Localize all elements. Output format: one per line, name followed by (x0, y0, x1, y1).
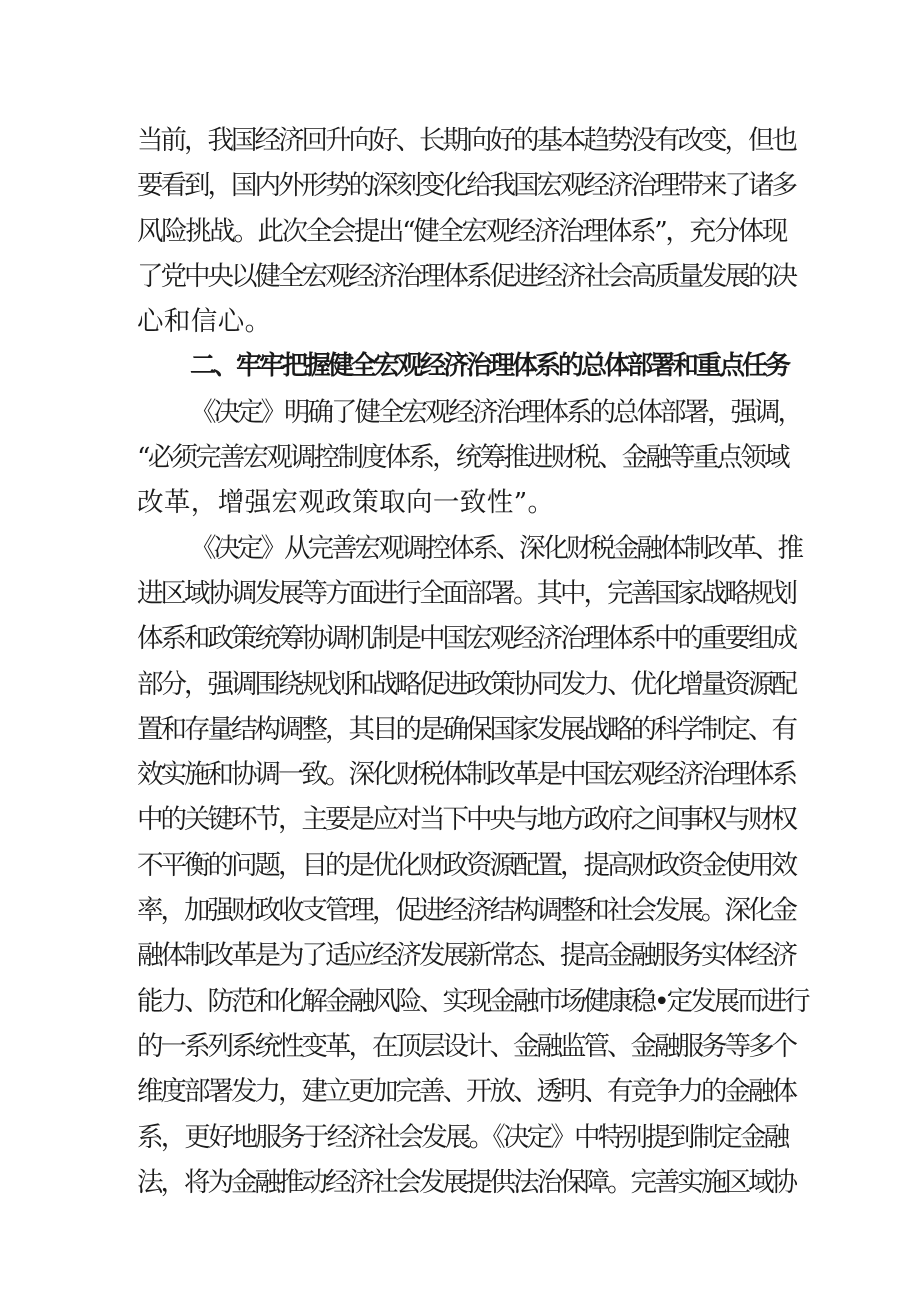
paragraph-line: 维度部署发力，建立更加完善、开放、透明、有竞争力的金融体 (137, 1076, 795, 1108)
paragraph-line: 系，更好地服务于经济社会发展。《决定》中特别提到制定金融 (137, 1121, 788, 1153)
paragraph-line: 心和信心。 (137, 306, 272, 338)
paragraph-line: 能力、防范和化解金融风险、实现金融市场健康稳•定发展而进行 (137, 985, 808, 1017)
paragraph-line: 了党中央以健全宏观经济治理体系促进经济社会高质量发展的决 (137, 260, 795, 292)
section-heading: 二、牢牢把握健全宏观经济治理体系的总体部署和重点任务 (190, 351, 789, 382)
paragraph-line: 不平衡的问题，目的是优化财政资源配置，提高财政资金使用效 (137, 849, 795, 881)
paragraph-line: 要看到，国内外形势的深刻变化给我国宏观经济治理带来了诸多 (137, 170, 795, 202)
paragraph-line: 率，加强财政收支管理，促进经济结构调整和社会发展。深化金 (137, 895, 795, 927)
paragraph-line: 《决定》从完善宏观调控体系、深化财税金融体制改革、推 (190, 532, 801, 564)
paragraph-line: 置和存量结构调整，其目的是确保国家发展战略的科学制定、有 (137, 713, 795, 745)
paragraph-line: 中的关键环节，主要是应对当下中央与地方政府之间事权与财权 (137, 804, 795, 836)
paragraph-line: 改革，增强宏观政策取向一致性”。 (137, 487, 555, 519)
paragraph-line: 效实施和协调一致。深化财税体制改革是中国宏观经济治理体系 (137, 759, 795, 791)
paragraph-line: 的一系列系统性变革，在顶层设计、金融监管、金融服务等多个 (137, 1030, 795, 1062)
paragraph-line: 部分，强调围绕规划和战略促进政策协同发力、优化增量资源配 (137, 668, 795, 700)
paragraph-line: 法，将为金融推动经济社会发展提供法治保障。完善实施区域协 (137, 1166, 795, 1198)
paragraph-line: 风险挑战。此次全会提出“健全宏观经济治理体系”，充分体现 (137, 215, 786, 247)
document-body (137, 118, 808, 1205)
paragraph-line: 当前，我国经济回升向好、长期向好的基本趋势没有改变，但也 (137, 125, 795, 156)
paragraph-line: 融体制改革是为了适应经济发展新常态、提高金融服务实体经济 (137, 940, 795, 972)
paragraph-line: 体系和政策统筹协调机制是中国宏观经济治理体系中的重要组成 (137, 623, 795, 655)
paragraph-line: 进区域协调发展等方面进行全面部署。其中，完善国家战略规划 (137, 577, 795, 609)
paragraph-line: “必须完善宏观调控制度体系，统筹推进财税、金融等重点领域 (137, 442, 788, 474)
paragraph-line: 《决定》明确了健全宏观经济治理体系的总体部署，强调， (190, 396, 801, 428)
